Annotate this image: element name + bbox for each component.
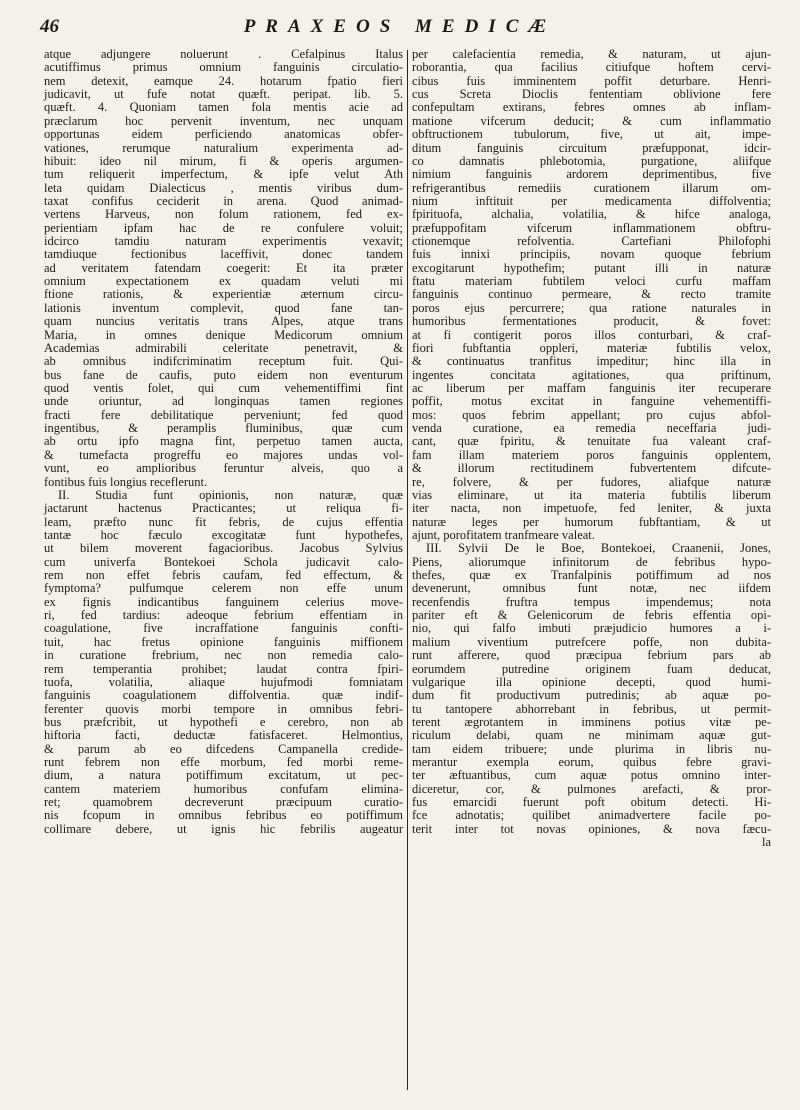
text-line: ditum fanguinis circuitum præfupponat, idcir- (412, 141, 771, 155)
page-number: 46 (40, 16, 59, 37)
text-line: devenerunt, omnibus funt notæ, nec iifdem (412, 582, 771, 596)
text-line: ingentes concitata agitationes, qua priftinum, (412, 368, 771, 382)
text-line: nis fcopum in omnibus febribus eo potiffimum (44, 809, 403, 823)
text-line: fanguinis continuo permeare, & recto tramite (412, 288, 771, 302)
text-line: fce adnotatis; quilibet animadvertere facile po- (412, 809, 771, 823)
text-line: fontibus fuis longius receflerunt. (44, 475, 208, 489)
text-line: ferenter quovis morbi tempore in omnibus febri- (44, 702, 403, 716)
text-line: præfuppofitam vifcerum inflammationem obftru- (412, 221, 771, 235)
text-line: at fi contigerit poros illos conturbari, & craf- (412, 328, 771, 342)
text-line: runt afferere, quod præcipua febrium pars ab (412, 649, 771, 663)
text-line: & parum ab eo difcedens Campanella credide- (44, 742, 403, 756)
text-line: cus Screta Dioclis fententiam oblivione fere (412, 88, 771, 102)
text-line: ftatu materiam fubtilem veloci curfu maffam (412, 275, 771, 289)
text-line: hiftoria facti, deductæ fatisfaceret. Helmontius, (44, 729, 403, 743)
text-line: nio, qui falfo imbuti præjudicio humores a i- (412, 622, 771, 636)
text-line: opportunas eidem perficiendo anatomicas obfer- (44, 128, 403, 142)
text-line: Piens, aliorumque infinitorum de febribus hypo- (412, 555, 771, 569)
text-line: vertens Harveus, non folum rationem, fed ex- (44, 208, 403, 222)
text-line: fracti fere debilitatique perveniunt; fed quod (44, 408, 403, 422)
text-line: ctionemque refolventia. Cartefiani Philofophi (412, 235, 771, 249)
text-line: fpirituofa, alchalia, volatilia, & hifce analoga, (412, 208, 771, 222)
left-column (40, 48, 407, 1104)
text-line: riculum delabi, quam ne minimam aquæ gut- (412, 729, 771, 743)
text-line: leta quidam Dialecticus , mentis viribus dum- (44, 181, 403, 195)
text-line: tantæ hoc fæculo excogitatæ funt hypothefes, (44, 528, 403, 542)
text-columns (40, 48, 776, 1104)
text-line: hibuit: ideo nil mirum, fi & operis argumen- (44, 154, 403, 168)
text-line: terit inter tot novas opiniones, & nova fæcu- (412, 822, 771, 836)
text-line: judicavit, ut fufe notat quæft. peripat. lib. 5. (44, 88, 403, 102)
text-line: unde oriuntur, ad longinquas tamen regiones (44, 395, 403, 409)
text-line: fuis innixi principiis, novam quoque febrium (412, 248, 771, 262)
text-line: cant, quæ fpiritu, & tenuitate fua valeant craf- (412, 435, 771, 449)
text-line: cum univerfa Bontekoei Schola judicavit calo- (44, 555, 403, 569)
text-line: diceretur, cor, & pulmones arefacti, & pror- (412, 782, 771, 796)
text-line: tuofa, volatilia, aliaque hujufmodi fomniatam (44, 675, 403, 689)
text-line: ret; quamobrem decreverunt præcipuum curatio- (44, 796, 403, 810)
text-line: co damnatis phlebotomia, purgatione, aliifque (412, 154, 771, 168)
text-line: bus præfcribit, ut hypothefi e cerebro, non ab (44, 715, 403, 729)
text-line: bus fane de caufis, puto eidem non eventurum (44, 368, 403, 382)
text-line: confepultam extirans, febres omnes ab inflam- (412, 101, 771, 115)
running-title: PRAXEOS MEDICÆ (243, 16, 557, 37)
text-line: perientiam ipfam hac de re confulere voluit; (44, 221, 403, 235)
text-line: poffit, motus excitat in fanguine vehementiffi- (412, 395, 771, 409)
text-line: ri, fed tardius: adeoque febrium effentiam in (44, 609, 403, 623)
text-line: tam eidem tribuere; unde plurima in libris nu- (412, 742, 771, 756)
text-line: cantem materiem humoribus confufam elimina- (44, 782, 403, 796)
text-line: collimare debere, ut ignis hic febrilis augeatur (44, 822, 403, 836)
text-line: vationes, rerumque naturalium experimenta ad- (44, 141, 403, 155)
text-line: merantur exempla eorum, quibus febre gravi- (412, 756, 771, 770)
text-line: runt febrem non effe morbum, fed morbi reme- (44, 756, 403, 770)
text-line: roborantia, qua facilius citiufque hoftem cervi- (412, 61, 771, 75)
text-line: recenfendis fruftra tempus impendemus; nota (412, 595, 771, 609)
text-line: III. Sylvii De le Boe, Bontekoei, Craanenii, Jones, (426, 542, 771, 556)
text-line: ajunt, porofitatem tranfmeare valeat. (412, 528, 595, 542)
text-line: quam nuncius veritatis trans Alpes, atque trans (44, 315, 403, 329)
text-line: & continuatus tranfitus impeditur; hinc illa in (412, 355, 771, 369)
text-line: Academias admirabili celeritate penetravit, & (44, 341, 403, 355)
text-line: & illorum rectitudinem fubvertentem difcute- (412, 462, 771, 476)
text-line: vulgarique illa opinione decepti, quod humi- (412, 675, 771, 689)
text-line: fymptoma? pulfumque celerem non effe unum (44, 582, 403, 596)
text-line: tamdiuque fectionibus laceffivit, donec tandem (44, 248, 403, 262)
text-line: atque adjungere noluerunt . Cefalpinus Italus (44, 48, 403, 61)
text-line: mos: quos febrim appellant; pro cujus abfol- (412, 408, 771, 422)
text-line: iter nacta, non impetuofe, fed leniter, & juxta (412, 502, 771, 516)
text-line: dium, a natura potiffimum excitatum, ut pec- (44, 769, 403, 783)
text-line: ab omnibus indifcriminatim receptum fuit. Qui- (44, 355, 403, 369)
text-line: thefes, quæ ex Tranfalpinis potiffimum ad nos (412, 569, 771, 583)
text-line: cibus fuis imminentem poffit deturbare. Henri- (412, 74, 771, 88)
text-line: ter æftuantibus, cum aquæ potus omnino inter- (412, 769, 771, 783)
text-line: ftione rationis, & experientiæ æternum circu- (44, 288, 403, 302)
text-line: nimium fanguinis ardorem deprimentibus, five (412, 168, 771, 182)
text-line: quæft. 4. Quoniam tamen fola mentis acie ad (44, 101, 403, 115)
text-line: in curatione frebrium, nec non remedia calo- (44, 649, 403, 663)
text-line: vunt, eo amplioribus feruntur alveis, quo a (44, 462, 403, 476)
text-line: malium viventium putrefcere poffe, non dubita- (412, 635, 771, 649)
text-line: ingentibus, & peramplis fluminibus, quæ cum (44, 422, 403, 436)
text-line: coagulatione, five incraffatione fanguinis confti- (44, 622, 403, 636)
text-line: tum reliquerit imperfectum, & ipfe velut Ath (44, 168, 403, 182)
text-line: pariter eft & Gelenicorum de febris effentia opi- (412, 609, 771, 623)
text-line: ad veritatem fatendam coegerit: Et ita præter (44, 261, 403, 275)
text-line: fiori fubftantia oppleri, materiæ fubtilis velox, (412, 341, 771, 355)
text-line: ex fignis indicantibus fanguinem celerius move- (44, 595, 403, 609)
text-line: omnium expectationem ex quadam veluti mi (44, 275, 403, 289)
text-line: taxat confifus ceciderit in arena. Quod animad- (44, 194, 403, 208)
text-line: idcirco tamdiu naturam experimentis vexavit; (44, 235, 403, 249)
text-line: re, folvere, & per fudores, aliafque naturæ (412, 475, 771, 489)
text-line: nium inftituit per medicamenta diffolventia; (412, 194, 771, 208)
text-line: vias eliminare, ut ita materia fubtilis liberum (412, 488, 771, 502)
text-line: leam, præfto nunc fit febris, de cujus effentia (44, 515, 403, 529)
text-line: rem temperantia prohibet; laudat contra fpiri- (44, 662, 403, 676)
running-header (40, 16, 760, 46)
text-line: naturæ leges per humorum fubftantiam, & ut (412, 515, 771, 529)
text-line: ut bilem moverent fagacioribus. Jacobus Sylvius (44, 542, 403, 556)
text-line: præclarum hoc pervenit inventum, nec unquam (44, 114, 403, 128)
text-line: tuit, hac fretus opinione fanguinis miffionem (44, 635, 403, 649)
text-line: nem detexit, eamque 24. hotarum fpatio fieri (44, 74, 403, 88)
text-line: fam illam materiem poros fanguinis opplentem, (412, 448, 771, 462)
text-line: fus emarcidi fuerunt poft obitum detecti. Hi- (412, 796, 771, 810)
text-line: jactarunt hactenus Practicantes; ut reliqua fi- (44, 502, 403, 516)
text-line: Maria, in omnes denique Medicorum omnium (44, 328, 403, 342)
text-line: ab ortu ipfo magna fint, perpetuo tamen aucta, (44, 435, 403, 449)
text-line: dum fit productivum putredinis; ab aquæ po- (412, 689, 771, 703)
text-line: eorumdem putredine originem fuam deducat, (412, 662, 771, 676)
text-line: II. Studia funt opinionis, non naturæ, quæ (58, 488, 403, 502)
text-line: refrigerantibus remediis curationem illarum om- (412, 181, 771, 195)
text-line: fanguinis coagulationem diffolventia. quæ indif- (44, 689, 403, 703)
text-line: lationis inventum complevit, quod fane tan- (44, 301, 403, 315)
text-line: poros ejus percurrere; qua ratione naturales in (412, 301, 771, 315)
text-line: humoribus fermentationes producit, & fovet: (412, 315, 771, 329)
catchword: la (761, 836, 771, 850)
text-line: acutiffimus primus omnium fanguinis circulatio- (44, 61, 403, 75)
text-line: quod ventis folet, qui cum vehementiffimi fint (44, 381, 403, 395)
text-line: tu tantopere abhorrebant in febribus, ut permit- (412, 702, 771, 716)
text-line: terent ægrotantem in imminens potius vitæ pe- (412, 715, 771, 729)
text-line: & tumefacta progreffu eo majores undas vol- (44, 448, 403, 462)
text-line: excogitarunt hypothefim; putant illi in naturæ (412, 261, 771, 275)
text-line: matione vifcerum deducit; & cum inflammatio (412, 114, 771, 128)
text-line: ac liberum per maffam fanguinis iter recuperare (412, 381, 771, 395)
right-column (408, 48, 775, 1104)
text-line: per calefacientia remedia, & naturam, ut ajun- (412, 48, 771, 61)
text-line: obftructionem tubulorum, five, ut ait, impe- (412, 128, 771, 142)
text-line: rem non effet febris caufam, fed effectum, & (44, 569, 403, 583)
text-line: venda curatione, ea remedia neceffaria judi- (412, 422, 771, 436)
